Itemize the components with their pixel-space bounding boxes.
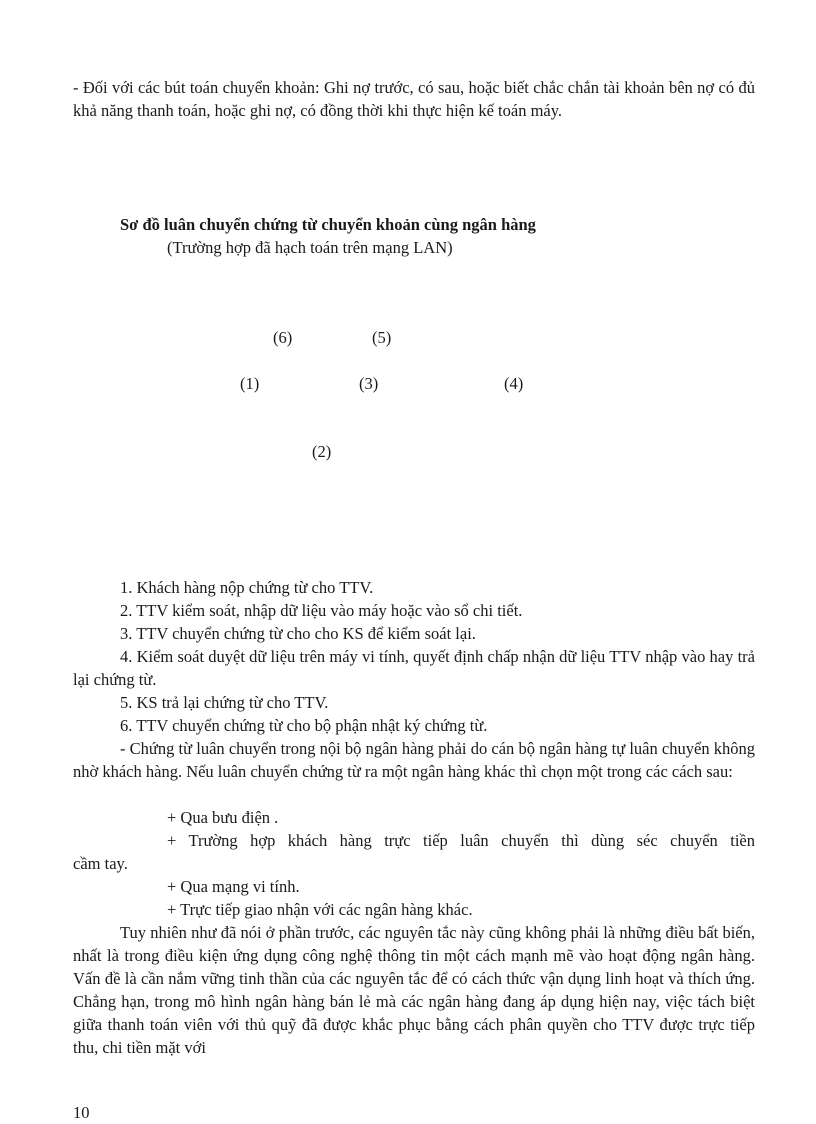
list-item: 5. KS trả lại chứng từ cho TTV.: [120, 693, 329, 712]
step-label-6: (6): [273, 328, 293, 347]
step-label-2: (2): [312, 442, 332, 461]
list-item: 3. TTV chuyển chứng từ cho cho KS để kiểm soát lại.: [120, 624, 476, 643]
list-item: 4. Kiểm soát duyệt dữ liệu trên máy vi tính, quyết định chấp nhận dữ liệu TTV nhập vào hay trả lại chứng từ.: [73, 647, 755, 689]
rule-paragraph: - Chứng từ luân chuyển trong nội bộ ngân hàng phải do cán bộ ngân hàng tự luân chuyển không nhờ khách hàng. Nếu luân chuyển chứng từ ra một ngân hàng khác thì chọn một trong các cách sau:: [73, 739, 755, 781]
step-label-4: (4): [504, 374, 524, 393]
diagram-title: Sơ đồ luân chuyển chứng từ chuyển khoản cùng ngân hàng: [120, 215, 536, 234]
list-item: 1. Khách hàng nộp chứng từ cho TTV.: [120, 578, 374, 597]
list-item: + Qua bưu điện .: [167, 808, 279, 827]
step-label-5: (5): [372, 328, 392, 347]
step-label-3: (3): [359, 374, 379, 393]
step-label-1: (1): [240, 374, 260, 393]
list-item: 2. TTV kiểm soát, nhập dữ liệu vào máy hoặc vào sổ chi tiết.: [120, 601, 523, 620]
diagram-subtitle: (Trường hợp đã hạch toán trên mạng LAN): [167, 238, 453, 257]
list-item: + Qua mạng vi tính.: [167, 877, 300, 896]
closing-paragraph: Tuy nhiên như đã nói ở phần trước, các nguyên tắc này cũng không phải là những điều bất biến, nhất là trong điều kiện ứng dụng công nghệ thông tin một cách mạnh mẽ vào hoạt động ngân hàng. Vấn đề là cần nắm vững tinh thần của các nguyên tắc để có cách thức vận dụng linh hoạt và thích ứng. Chẳng hạn, trong mô hình ngân hàng bán lẻ mà các ngân hàng đang áp dụng hiện nay, việc tách biệt giữa thanh toán viên với thủ quỹ đã được khắc phục bằng cách phân quyền cho TTV được trực tiếp thu, chi tiền mặt với: [73, 923, 755, 1057]
list-item: 6. TTV chuyển chứng từ cho bộ phận nhật ký chứng từ.: [120, 716, 488, 735]
list-item: + Trường hợp khách hàng trực tiếp luân chuyển thì dùng séc chuyển tiền: [167, 831, 755, 850]
list-item: + Trực tiếp giao nhận với các ngân hàng khác.: [167, 900, 473, 919]
page-number: 10: [73, 1103, 90, 1122]
intro-paragraph: - Đối với các bút toán chuyển khoản: Ghi nợ trước, có sau, hoặc biết chắc chắn tài khoản bên nợ có đủ khả năng thanh toán, hoặc ghi nợ, có đồng thời khi thực hiện kế toán máy.: [73, 78, 755, 120]
list-item: cầm tay.: [73, 854, 128, 873]
